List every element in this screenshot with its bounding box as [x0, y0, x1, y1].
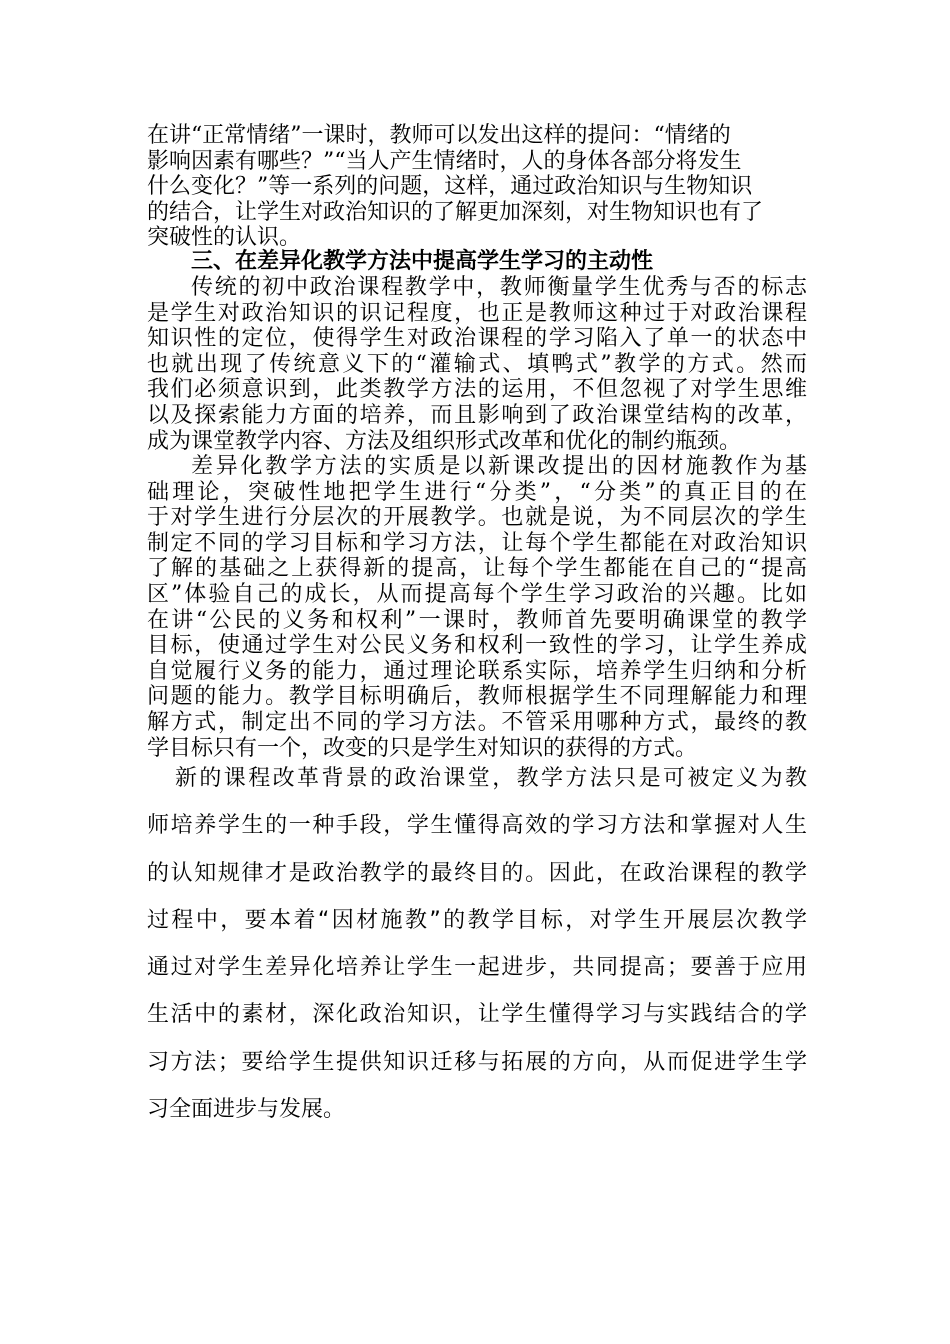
text-line: 过程中，要本着“因材施教”的教学目标，对学生开展层次教学 — [147, 907, 807, 933]
text-line: 我们必须意识到，此类教学方法的运用，不但忽视了对学生思维 — [147, 377, 807, 403]
text-line: 新的课程改革背景的政治课堂，教学方法只是可被定义为教 — [175, 766, 807, 791]
text-line: 制定不同的学习目标和学习方法，让每个学生都能在对政治知识 — [147, 530, 807, 556]
text-line: 是学生对政治知识的识记程度，也正是教师这种过于对政治课程 — [147, 300, 807, 326]
text-line: 的结合，让学生对政治知识的了解更加深刻，对生物知识也有了 — [147, 199, 764, 225]
text-line: 了解的基础之上获得新的提高，让每个学生都能在自己的“提高 — [147, 556, 807, 582]
text-line: 学目标只有一个，改变的只是学生对知识的获得的方式。 — [147, 735, 698, 761]
text-line: 什么变化？”等一系列的问题，这样，通过政治知识与生物知识 — [147, 174, 753, 200]
text-line: 差异化教学方法的实质是以新课改提出的因材施教作为基 — [191, 454, 807, 479]
text-line: 传统的初中政治课程教学中，教师衡量学生优秀与否的标志 — [191, 275, 807, 300]
text-line: 也就出现了传统意义下的“灌输式、填鸭式”教学的方式。然而 — [147, 351, 807, 377]
text-line: 影响因素有哪些？”“当人产生情绪时，人的身体各部分将发生 — [147, 148, 742, 174]
text-line: 以及探索能力方面的培养，而且影响到了政治课堂结构的改革， — [147, 402, 807, 428]
text-line: 知识性的定位，使得学生对政治课程的学习陷入了单一的状态中 — [147, 326, 807, 352]
text-line: 通过对学生差异化培养让学生一起进步，共同提高；要善于应用 — [147, 955, 807, 981]
text-line: 的认知规律才是政治教学的最终目的。因此，在政治课程的教学 — [147, 860, 807, 886]
text-line: 在讲“正常情绪”一课时，教师可以发出这样的提问：“情绪的 — [147, 123, 731, 148]
paragraph-conclusion — [147, 755, 807, 1133]
section-heading: 三、在差异化教学方法中提高学生学习的主动性 — [191, 249, 654, 274]
text-line: 区”体验自己的成长，从而提高每个学生学习政治的兴趣。比如 — [147, 581, 807, 607]
text-line: 问题的能力。教学目标明确后，教师根据学生不同理解能力和理 — [147, 684, 807, 710]
text-line: 在讲“公民的义务和权利”一课时，教师首先要明确课堂的教学 — [147, 607, 807, 633]
paragraph-emotion-example — [147, 123, 807, 251]
text-line: 师培养学生的一种手段，学生懂得高效的学习方法和掌握对人生 — [147, 813, 807, 839]
text-line: 习全面进步与发展。 — [147, 1097, 346, 1123]
text-line: 成为课堂教学内容、方法及组织形式改革和优化的制约瓶颈。 — [147, 428, 742, 454]
text-line: 目标，使通过学生对公民义务和权利一致性的学习，让学生养成 — [147, 633, 807, 659]
text-line: 于对学生进行分层次的开展教学。也就是说，为不同层次的学生 — [147, 505, 807, 531]
text-line: 解方式，制定出不同的学习方法。不管采用哪种方式，最终的教 — [147, 709, 807, 735]
text-line: 突破性的认识。 — [147, 225, 302, 251]
text-line: 习方法；要给学生提供知识迁移与拓展的方向，从而促进学生学 — [147, 1049, 807, 1075]
paragraph-traditional-teaching — [147, 275, 807, 454]
paragraph-differentiated-teaching — [147, 454, 807, 761]
text-line: 自觉履行义务的能力，通过理论联系实际，培养学生归纳和分析 — [147, 658, 807, 684]
text-line: 生活中的素材，深化政治知识，让学生懂得学习与实践结合的学 — [147, 1002, 807, 1028]
text-line: 础理论，突破性地把学生进行“分类”，“分类”的真正目的在 — [147, 479, 807, 505]
